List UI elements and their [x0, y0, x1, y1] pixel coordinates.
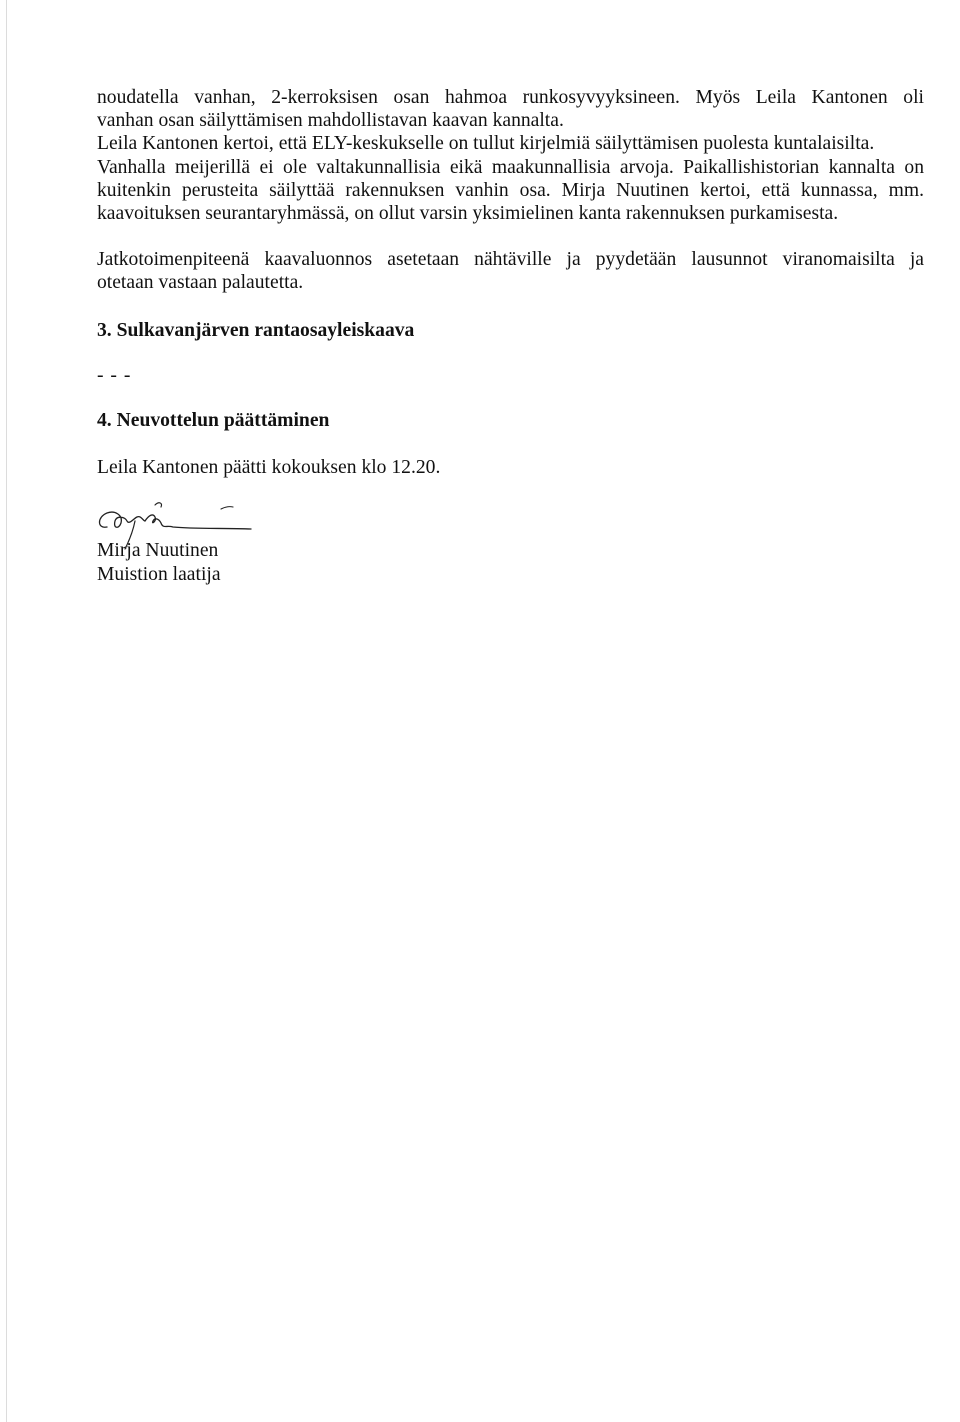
paragraph-1-line-6: kaavoituksen seurantaryhmässä, on ollut varsin yksimielinen kanta rakennuksen purkamisesta.	[97, 203, 839, 225]
section-3-body: - - -	[97, 364, 132, 386]
paragraph-1	[97, 86, 924, 225]
section-3-heading: 3. Sulkavanjärven rantaosayleiskaava	[97, 319, 415, 341]
paragraph-1-line-1: noudatella vanhan, 2-kerroksisen osan hahmoa runkosyvyyksineen. Myös Leila Kantonen oli	[97, 87, 924, 108]
paragraph-2-line-1: Jatkotoimenpiteenä kaavaluonnos asetetaan nähtäville ja pyydetään lausunnot viranomaisilta ja	[97, 249, 924, 271]
signer-role: Muistion laatija	[97, 563, 221, 585]
signature-scribble-icon	[93, 491, 263, 551]
scan-edge-line	[6, 0, 7, 1422]
document-body	[97, 86, 924, 586]
handwritten-signature	[97, 491, 297, 547]
section-4-body: Leila Kantonen päätti kokouksen klo 12.20.	[97, 457, 441, 479]
paragraph-2-line-2: otetaan vastaan palautetta.	[97, 272, 304, 294]
signer-name: Mirja Nuutinen	[97, 540, 219, 562]
paragraph-1-line-2: vanhan osan säilyttämisen mahdollistavan kaavan kannalta.	[97, 110, 564, 132]
paragraph-1-line-4: Vanhalla meijerillä ei ole valtakunnallisia eikä maakunnallisia arvoja. Paikallishistorian kannalta on	[97, 156, 924, 178]
section-4-heading: 4. Neuvottelun päättäminen	[97, 410, 330, 432]
paragraph-1-line-5: kuitenkin perusteita säilyttää rakennuksen vanhin osa. Mirja Nuutinen kertoi, että kunnassa, mm.	[97, 179, 924, 201]
paragraph-1-line-3: Leila Kantonen kertoi, että ELY-keskukselle on tullut kirjelmiä säilyttämisen puolesta kuntalaisilta.	[97, 133, 875, 155]
paragraph-2	[97, 248, 924, 294]
